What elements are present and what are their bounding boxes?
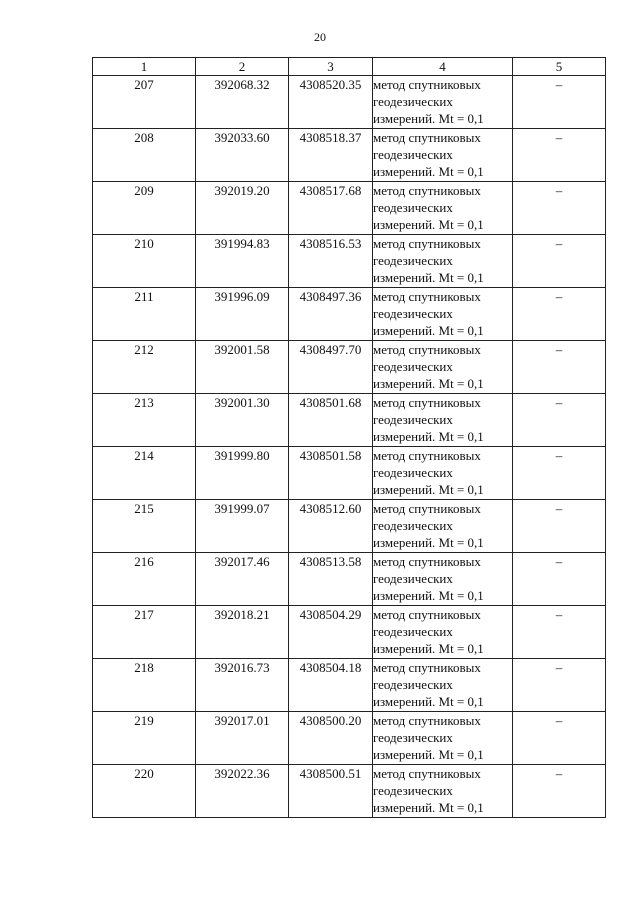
method-line: геодезических (373, 412, 453, 427)
column-5-cell: – (513, 606, 606, 659)
method-line: измерений. Mt = 0,1 (373, 747, 484, 762)
table-row (93, 76, 606, 129)
method-cell (373, 129, 513, 182)
column-5-cell: – (513, 659, 606, 712)
method-line: измерений. Mt = 0,1 (373, 217, 484, 232)
table-row (93, 182, 606, 235)
method-line: геодезических (373, 306, 453, 321)
point-number-cell: 208 (93, 129, 196, 182)
method-line: геодезических (373, 94, 453, 109)
y-coordinate-cell: 4308497.36 (289, 288, 373, 341)
column-5-cell: – (513, 76, 606, 129)
table-row (93, 129, 606, 182)
table-row (93, 765, 606, 818)
y-coordinate-cell: 4308500.20 (289, 712, 373, 765)
method-line: геодезических (373, 359, 453, 374)
y-coordinate-cell: 4308516.53 (289, 235, 373, 288)
method-line: геодезических (373, 147, 453, 162)
method-line: измерений. Mt = 0,1 (373, 270, 484, 285)
x-coordinate-cell: 392033.60 (196, 129, 289, 182)
y-coordinate-cell: 4308501.58 (289, 447, 373, 500)
x-coordinate-cell: 391999.80 (196, 447, 289, 500)
method-line: геодезических (373, 783, 453, 798)
method-cell (373, 341, 513, 394)
method-line: измерений. Mt = 0,1 (373, 535, 484, 550)
column-5-cell: – (513, 500, 606, 553)
table-row (93, 553, 606, 606)
point-number-cell: 219 (93, 712, 196, 765)
y-coordinate-cell: 4308520.35 (289, 76, 373, 129)
column-5-cell: – (513, 235, 606, 288)
table-row (93, 606, 606, 659)
x-coordinate-cell: 392001.30 (196, 394, 289, 447)
y-coordinate-cell: 4308518.37 (289, 129, 373, 182)
method-cell (373, 76, 513, 129)
table-row (93, 447, 606, 500)
y-coordinate-cell: 4308504.29 (289, 606, 373, 659)
method-line: метод спутниковых (373, 501, 481, 516)
method-cell (373, 235, 513, 288)
method-cell (373, 447, 513, 500)
method-line: метод спутниковых (373, 236, 481, 251)
x-coordinate-cell: 391996.09 (196, 288, 289, 341)
table-row (93, 288, 606, 341)
table-row (93, 500, 606, 553)
point-number-cell: 216 (93, 553, 196, 606)
method-line: метод спутниковых (373, 713, 481, 728)
y-coordinate-cell: 4308517.68 (289, 182, 373, 235)
method-cell (373, 394, 513, 447)
header-col-3: 3 (289, 58, 373, 76)
method-line: геодезических (373, 730, 453, 745)
point-number-cell: 211 (93, 288, 196, 341)
table-row (93, 659, 606, 712)
point-number-cell: 210 (93, 235, 196, 288)
column-5-cell: – (513, 394, 606, 447)
y-coordinate-cell: 4308497.70 (289, 341, 373, 394)
column-5-cell: – (513, 553, 606, 606)
point-number-cell: 218 (93, 659, 196, 712)
method-line: геодезических (373, 518, 453, 533)
table-row (93, 712, 606, 765)
coordinates-table (92, 57, 606, 818)
page-number: 20 (314, 30, 326, 44)
method-line: метод спутниковых (373, 766, 481, 781)
x-coordinate-cell: 391999.07 (196, 500, 289, 553)
y-coordinate-cell: 4308501.68 (289, 394, 373, 447)
point-number-cell: 215 (93, 500, 196, 553)
method-line: измерений. Mt = 0,1 (373, 323, 484, 338)
method-line: измерений. Mt = 0,1 (373, 164, 484, 179)
x-coordinate-cell: 392016.73 (196, 659, 289, 712)
method-line: метод спутниковых (373, 395, 481, 410)
table-row (93, 235, 606, 288)
method-line: геодезических (373, 624, 453, 639)
point-number-cell: 214 (93, 447, 196, 500)
x-coordinate-cell: 392017.46 (196, 553, 289, 606)
method-line: метод спутниковых (373, 607, 481, 622)
y-coordinate-cell: 4308513.58 (289, 553, 373, 606)
header-col-4: 4 (373, 58, 513, 76)
method-line: метод спутниковых (373, 342, 481, 357)
method-line: метод спутниковых (373, 183, 481, 198)
method-line: геодезических (373, 571, 453, 586)
method-cell (373, 182, 513, 235)
method-line: метод спутниковых (373, 130, 481, 145)
header-col-5: 5 (513, 58, 606, 76)
y-coordinate-cell: 4308512.60 (289, 500, 373, 553)
method-line: измерений. Mt = 0,1 (373, 694, 484, 709)
header-col-1: 1 (93, 58, 196, 76)
method-line: геодезических (373, 200, 453, 215)
x-coordinate-cell: 391994.83 (196, 235, 289, 288)
table-header-row (93, 58, 606, 76)
method-cell (373, 288, 513, 341)
method-cell (373, 553, 513, 606)
method-line: измерений. Mt = 0,1 (373, 800, 484, 815)
method-line: измерений. Mt = 0,1 (373, 482, 484, 497)
table-row (93, 394, 606, 447)
column-5-cell: – (513, 341, 606, 394)
point-number-cell: 220 (93, 765, 196, 818)
method-line: измерений. Mt = 0,1 (373, 429, 484, 444)
method-line: геодезических (373, 465, 453, 480)
method-cell (373, 765, 513, 818)
point-number-cell: 217 (93, 606, 196, 659)
method-cell (373, 659, 513, 712)
column-5-cell: – (513, 765, 606, 818)
method-cell (373, 500, 513, 553)
method-line: измерений. Mt = 0,1 (373, 641, 484, 656)
method-line: геодезических (373, 253, 453, 268)
x-coordinate-cell: 392001.58 (196, 341, 289, 394)
point-number-cell: 207 (93, 76, 196, 129)
method-line: метод спутниковых (373, 448, 481, 463)
column-5-cell: – (513, 447, 606, 500)
x-coordinate-cell: 392068.32 (196, 76, 289, 129)
point-number-cell: 213 (93, 394, 196, 447)
y-coordinate-cell: 4308504.18 (289, 659, 373, 712)
method-line: измерений. Mt = 0,1 (373, 111, 484, 126)
x-coordinate-cell: 392018.21 (196, 606, 289, 659)
method-line: метод спутниковых (373, 554, 481, 569)
method-line: метод спутниковых (373, 289, 481, 304)
x-coordinate-cell: 392017.01 (196, 712, 289, 765)
method-cell (373, 606, 513, 659)
column-5-cell: – (513, 288, 606, 341)
x-coordinate-cell: 392019.20 (196, 182, 289, 235)
point-number-cell: 212 (93, 341, 196, 394)
method-cell (373, 712, 513, 765)
column-5-cell: – (513, 129, 606, 182)
x-coordinate-cell: 392022.36 (196, 765, 289, 818)
column-5-cell: – (513, 182, 606, 235)
method-line: метод спутниковых (373, 77, 481, 92)
method-line: метод спутниковых (373, 660, 481, 675)
table-body (93, 76, 606, 818)
method-line: измерений. Mt = 0,1 (373, 588, 484, 603)
y-coordinate-cell: 4308500.51 (289, 765, 373, 818)
method-line: измерений. Mt = 0,1 (373, 376, 484, 391)
table-row (93, 341, 606, 394)
header-col-2: 2 (196, 58, 289, 76)
point-number-cell: 209 (93, 182, 196, 235)
method-line: геодезических (373, 677, 453, 692)
column-5-cell: – (513, 712, 606, 765)
